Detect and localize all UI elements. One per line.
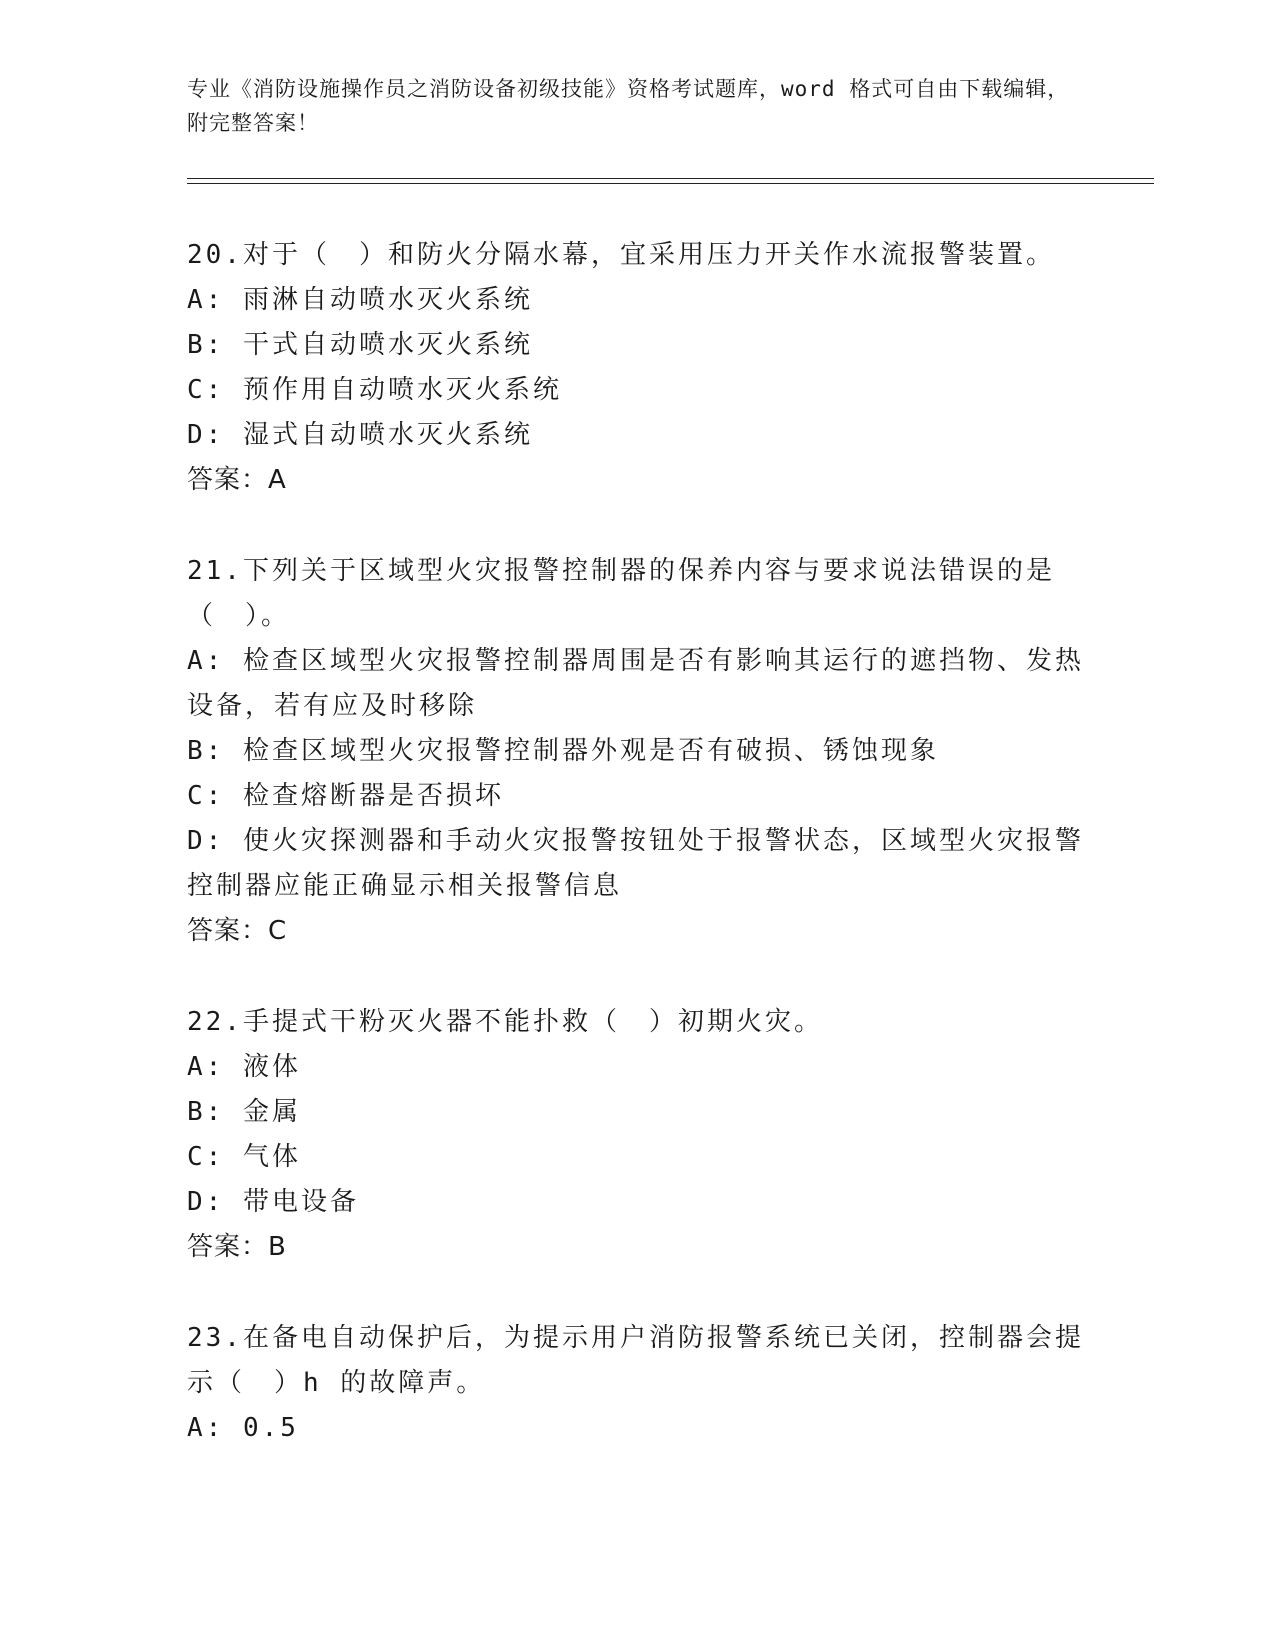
- question-20: [187, 233, 1087, 503]
- question-list: [187, 233, 1087, 1497]
- option-a: A: 液体: [187, 1052, 301, 1082]
- question-stem: 23.在备电自动保护后，为提示用户消防报警系统已关闭，控制器会提示（ ）h 的故障声。: [187, 1323, 1084, 1398]
- option-d: D: 使火灾探测器和手动火灾报警按钮处于报警状态，区域型火灾报警控制器应能正确显示相关报警信息: [187, 826, 1084, 901]
- document-header: [187, 72, 1087, 140]
- option-b: B: 干式自动喷水灭火系统: [187, 330, 533, 360]
- option-c: C: 气体: [187, 1142, 301, 1172]
- option-b: B: 金属: [187, 1097, 301, 1127]
- question-stem: 21.下列关于区域型火灾报警控制器的保养内容与要求说法错误的是（ ）。: [187, 556, 1055, 631]
- header-text: 专业《消防设施操作员之消防设备初级技能》资格考试题库，word 格式可自由下载编辑，附完整答案！: [187, 77, 1070, 135]
- question-21: [187, 549, 1087, 954]
- question-stem: 22.手提式干粉灭火器不能扑救（ ）初期火灾。: [187, 1007, 823, 1037]
- option-c: C: 预作用自动喷水灭火系统: [187, 375, 562, 405]
- answer-line: 答案：B: [187, 1232, 287, 1262]
- question-stem: 20.对于（ ）和防火分隔水幕，宜采用压力开关作水流报警装置。: [187, 240, 1055, 270]
- option-c: C: 检查熔断器是否损坏: [187, 781, 504, 811]
- option-a: A: 雨淋自动喷水灭火系统: [187, 285, 533, 315]
- header-divider-bottom: [187, 183, 1154, 184]
- option-a: A: 0.5: [187, 1413, 299, 1443]
- option-b: B: 检查区域型火灾报警控制器外观是否有破损、锈蚀现象: [187, 736, 939, 766]
- option-d: D: 湿式自动喷水灭火系统: [187, 420, 533, 450]
- header-divider-top: [187, 178, 1154, 179]
- answer-line: 答案：A: [187, 465, 287, 495]
- question-23: [187, 1316, 1087, 1451]
- option-d: D: 带电设备: [187, 1187, 359, 1217]
- question-22: [187, 1000, 1087, 1270]
- option-a: A: 检查区域型火灾报警控制器周围是否有影响其运行的遮挡物、发热设备，若有应及时移除: [187, 646, 1084, 721]
- answer-line: 答案：C: [187, 916, 288, 946]
